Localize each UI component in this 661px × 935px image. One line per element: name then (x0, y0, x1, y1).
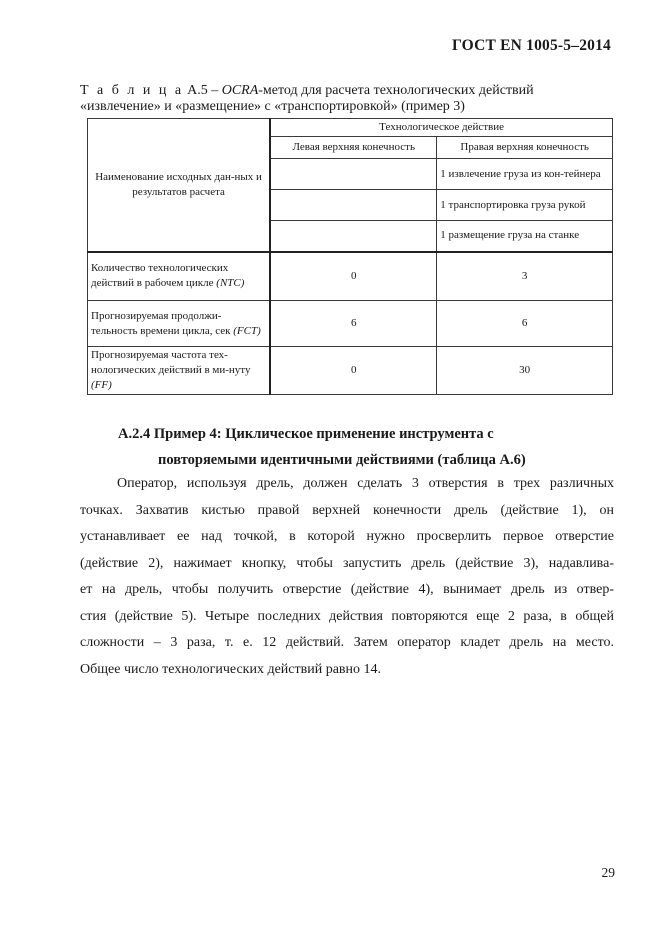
row-label-text: Прогнозируемая продолжи-тельность времени цикла, сек (91, 309, 231, 337)
body-paragraph (80, 471, 614, 683)
row-label-text: Прогнозируемая частота тех-нологических действий в ми-нуту (91, 349, 251, 376)
action-left-cell (270, 159, 437, 190)
caption-method: OCRA (221, 83, 259, 98)
row-abbr: (FCT) (233, 324, 261, 337)
row-header-label: Наименование исходных дан-ных и результатов расчета (88, 119, 271, 252)
table-caption (80, 83, 620, 115)
section-heading-line2: повторяемыми идентичными действиями (таблица А.6) (158, 452, 526, 468)
table-row-label (88, 252, 271, 301)
action-item: 1 размещение груза на станке (437, 221, 613, 252)
paragraph-line: точках. Захватив кистью правой верхней конечности дрель (действие 1), он (80, 502, 614, 518)
caption-title: -метод для расчета технологических действий (258, 83, 534, 98)
row-label-text: Количество технологических действий в рабочем цикле (91, 262, 229, 290)
col-left-header: Левая верхняя конечность (270, 137, 437, 159)
page-number: 29 (601, 865, 615, 880)
paragraph-line: ет на дрель, чтобы получить отверстие (действие 4), вынимает дрель из отвер- (80, 582, 614, 597)
paragraph-line: сложности – 3 раза, т. е. 12 действий. Затем оператор кладет дрель на место. (80, 635, 614, 650)
row-abbr: (FF) (91, 379, 112, 391)
col-right-header: Правая верхняя конечность (437, 137, 613, 159)
caption-number: А.5 – (187, 83, 219, 98)
action-item: 1 транспортировка груза рукой (437, 190, 613, 221)
caption-line2: «извлечение» и «размещение» с «транспортировкой» (пример 3) (80, 99, 465, 114)
action-left-cell (270, 221, 437, 252)
row-right-value: 6 (437, 301, 613, 347)
row-left-value: 6 (270, 301, 437, 347)
paragraph-line: Оператор, используя дрель, должен сделать 3 отверстия в трех различных (117, 476, 614, 491)
row-right-value: 3 (437, 252, 613, 301)
ocra-table (87, 118, 613, 395)
table-row-label (88, 301, 271, 347)
document-code: ГОСТ EN 1005-5–2014 (452, 37, 611, 54)
table-row-label (88, 347, 271, 395)
caption-label: Т а б л и ц а (80, 83, 184, 98)
row-left-value: 0 (270, 252, 437, 301)
section-heading (118, 421, 618, 473)
section-heading-line1: А.2.4 Пример 4: Циклическое применение инструмента с (118, 426, 494, 442)
row-abbr: (NTC) (216, 277, 245, 290)
paragraph-line: (действие 2), нажимает кнопку, чтобы запустить дрель (действие 3), надавлива- (80, 555, 614, 571)
paragraph-line: стия (действие 5). Четыре последних действия повторяются еще 2 раза, в общей (80, 608, 614, 624)
action-item: 1 извлечение груза из кон-тейнера (437, 159, 613, 190)
paragraph-line: устанавливает ее над точкой, в которой нужно просверлить первое отверстие (80, 529, 614, 544)
action-left-cell (270, 190, 437, 221)
row-right-value: 30 (437, 347, 613, 395)
paragraph-line: Общее число технологических действий равно 14. (80, 661, 382, 677)
row-left-value: 0 (270, 347, 437, 395)
group-header: Технологическое действие (270, 119, 612, 137)
